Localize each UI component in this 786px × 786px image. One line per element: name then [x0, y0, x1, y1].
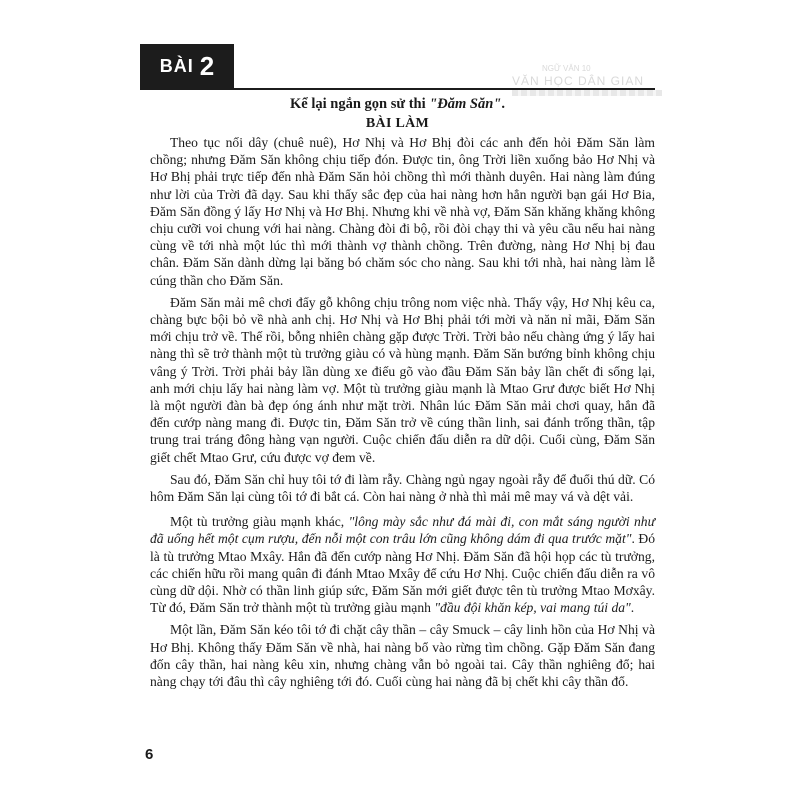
header-rule: [140, 88, 655, 90]
paragraph-4-part-c: .: [630, 600, 635, 616]
question-prefix: Kể lại ngắn gọn sử thi: [290, 96, 430, 112]
question-suffix: .: [501, 96, 505, 112]
assignment-question: [140, 96, 655, 113]
paragraph-4-part-b: . Đó là tù trưởng Mtao Mxây. Hắn đã đến cướp nàng Hơ Nhị. Đăm Săn đã hội họp các tù trưởng, các chiến hữu rồi mang quân đi đánh Mtao Mxây để cứu Hơ Nhị. Cuộc chiến đấu diễn ra vô cùng dữ dội. Nhờ có thần linh giúp sức, Đăm Săn mới giết được tên tù trưởng Mtao Mơxây. Từ đó, Đăm Săn trở thành một tù trưởng giàu mạnh: [150, 531, 655, 616]
answer-heading: BÀI LÀM: [365, 116, 430, 131]
faded-section-title: VĂN HỌC DÂN GIAN: [512, 74, 645, 88]
paragraph-4: [150, 513, 655, 616]
page-number: 6: [145, 746, 154, 763]
faded-running-header: [512, 64, 672, 98]
paragraph-3: Sau đó, Đăm Săn chỉ huy tôi tớ đi làm rẫy. Chàng ngủ ngay ngoài rẫy để đuổi thú dữ. Có hôm Đăm Săn lại cùng tôi tớ đi bắt cá. Còn hai nàng ở nhà thì mải mê may vá và dệt vải.: [150, 471, 655, 505]
paragraph-4-part-a: Một tù trưởng giàu mạnh khác,: [170, 514, 349, 530]
answer-body: [150, 134, 655, 695]
paragraph-4-quote-2: "đầu đội khăn kép, vai mang túi da": [434, 600, 631, 616]
paragraph-4-quote-1: "lông mày sắc như đá mài đi, con mắt sáng người như đã uống hết một cụm rượu, đến nỗi một con trâu lớn cũng không dám đi qua trước mặt": [150, 514, 655, 547]
faded-small-text: NGỮ VĂN 10: [542, 64, 591, 73]
question-work-title: "Đăm Săn": [429, 96, 502, 112]
lesson-word: BÀI: [159, 55, 194, 76]
paragraph-1: Theo tục nối dây (chuê nuê), Hơ Nhị và Hơ Bhị đòi các anh đến hỏi Đăm Săn làm chồng; nhưng Đăm Săn không chịu tiếp đón. Được tin, ông Trời liền xuống bảo Hơ Nhị và Hơ Bhị phải trực tiếp đến nhà Đăm Săn hỏi chồng thì mới thành duyên. Hai nàng làm đúng như lời của Trời đã dạy. Sau khi thấy sắc đẹp của hai nàng hơn hẳn người bạn gái Hơ Bia, Đăm Săn đồng ý lấy Hơ Nhị và Hơ Bhị. Nhưng khi về nhà vợ, Đăm Săn khăng khăng không chịu cưỡi voi chung với hai nàng. Chàng đòi đi bộ, rồi đòi chạy thi và yêu cầu nếu hai nàng cùng về tới nhà một lúc thì mới thành vợ thành chồng. Trên đường, nàng Hơ Nhị bị đau chân. Đăm Săn dành dừng lại băng bó chăm sóc cho nàng. Sau khi tới nhà, hai nàng làm lễ cúng thần cho Đăm Săn.: [150, 135, 655, 288]
lesson-label-box: [140, 44, 234, 88]
paragraph-5: Một lần, Đăm Săn kéo tôi tớ đi chặt cây thần – cây Smuck – cây linh hồn của Hơ Nhị và Hơ Bhị. Không thấy Đăm Săn về nhà, hai nàng bổ vào rừng tìm chồng. Gặp Đăm Săn đang đốn cây thần, hai nàng kêu xin, nhưng chàng vẫn bỏ ngoài tai. Cây thần nghiêng đổ; hai nàng chạy tới đâu thì cây nghiêng tới đó. Cuối cùng hai nàng đã bị chết khi cây thần đổ.: [150, 622, 655, 690]
lesson-number: 2: [199, 50, 215, 81]
paragraph-2: Đăm Săn mải mê chơi đẩy gỗ không chịu trông nom việc nhà. Thấy vậy, Hơ Nhị kêu ca, chàng bực bội bỏ về nhà anh chị. Hơ Nhị và Hơ Bhị phải tới mời và năn nỉ mãi, Đăm Săn mới chịu trở về. Thế rồi, bỗng nhiên chàng gặp được Trời. Trời bảo nếu chàng ứng ý lấy hai nàng thì sẽ trở thành một tù trưởng giàu có và hùng mạnh. Đăm Săn bướng bỉnh không chịu vâng ý Trời. Trời phải bảy lần dùng xe điếu gõ vào đầu Đăm Săn bảy lần chết đi sống lại, anh mới chịu lấy hai nàng làm vợ. Một tù trưởng giàu mạnh là Mtao Grư được biết Hơ Nhị là một người đàn bà đẹp óng ánh như mặt trời. Nhân lúc Đăm Săn mải chơi quay, hắn đã đến cướp nàng mang đi. Được tin, Đăm Săn trở về cúng thần linh, sai đánh trống thần, tập trung trai tráng đông hàng vạn người. Cuộc chiến đấu diễn ra dữ dội. Cuối cùng, Đăm Săn giết chết Mtao Grư, cứu được vợ đem về.: [150, 294, 655, 465]
